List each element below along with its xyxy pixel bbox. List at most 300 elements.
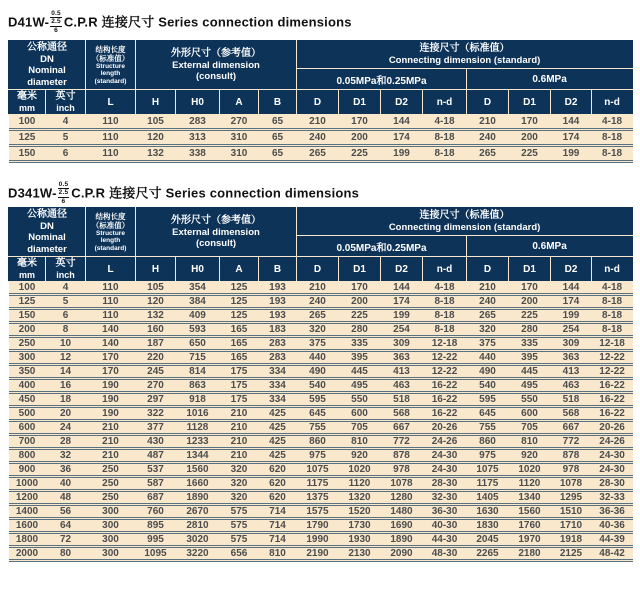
header-col-H0: H0 bbox=[176, 257, 220, 282]
table-cell: 6 bbox=[46, 146, 86, 162]
table-row bbox=[9, 295, 633, 309]
table-cell: 705 bbox=[509, 421, 551, 435]
table-cell: 322 bbox=[136, 407, 176, 421]
header-nominal-diameter: 公称通径 DN Nominal diameter bbox=[9, 208, 86, 257]
table-cell: 2000 bbox=[9, 547, 46, 561]
table-cell: 1660 bbox=[176, 477, 220, 491]
table-cell: 656 bbox=[220, 547, 259, 561]
table-cell: 190 bbox=[86, 393, 136, 407]
table-row bbox=[9, 463, 633, 477]
table-cell: 1710 bbox=[551, 519, 592, 533]
table-cell: 1790 bbox=[297, 519, 339, 533]
table-cell: 8-18 bbox=[423, 309, 467, 323]
table-cell: 918 bbox=[176, 393, 220, 407]
table-row bbox=[9, 309, 633, 323]
table-cell: 24-30 bbox=[423, 449, 467, 463]
table-cell: 12-22 bbox=[592, 351, 633, 365]
table-cell: 495 bbox=[339, 379, 381, 393]
table-cell: 12-18 bbox=[423, 337, 467, 351]
table-cell: 334 bbox=[259, 379, 297, 393]
header-col-L: L bbox=[86, 90, 136, 115]
table-cell: 810 bbox=[259, 547, 297, 561]
table-cell: 1175 bbox=[297, 477, 339, 491]
table-cell: 160 bbox=[136, 323, 176, 337]
table-cell: 2090 bbox=[381, 547, 423, 561]
table-cell: 518 bbox=[381, 393, 423, 407]
table-cell: 714 bbox=[259, 519, 297, 533]
table-cell: 5 bbox=[46, 295, 86, 309]
table-cell: 1016 bbox=[176, 407, 220, 421]
header-col-A: A bbox=[220, 90, 259, 115]
table-cell: 490 bbox=[297, 365, 339, 379]
table-cell: 225 bbox=[339, 309, 381, 323]
table-cell: 755 bbox=[297, 421, 339, 435]
table-row bbox=[9, 393, 633, 407]
table-row bbox=[9, 491, 633, 505]
table-cell: 283 bbox=[176, 115, 220, 130]
table-cell: 920 bbox=[339, 449, 381, 463]
header-unit-mm: 毫米 mm bbox=[9, 257, 46, 282]
table-cell: 120 bbox=[136, 295, 176, 309]
table-cell: 265 bbox=[467, 309, 509, 323]
table-cell: 280 bbox=[339, 323, 381, 337]
table-cell: 645 bbox=[297, 407, 339, 421]
table-row bbox=[9, 547, 633, 561]
table-cell: 12-22 bbox=[423, 351, 467, 365]
table-cell: 24-30 bbox=[423, 463, 467, 477]
table-cell: 28 bbox=[46, 435, 86, 449]
table-cell: 12-18 bbox=[592, 337, 633, 351]
table-cell: 270 bbox=[136, 379, 176, 393]
table-cell: 1175 bbox=[467, 477, 509, 491]
header-col-A: A bbox=[220, 257, 259, 282]
table-cell: 100 bbox=[9, 282, 46, 295]
table-cell: 210 bbox=[86, 421, 136, 435]
table-cell: 1930 bbox=[339, 533, 381, 547]
table-cell: 450 bbox=[9, 393, 46, 407]
table-cell: 463 bbox=[551, 379, 592, 393]
table-cell: 760 bbox=[136, 505, 176, 519]
table-cell: 409 bbox=[176, 309, 220, 323]
table-cell: 200 bbox=[339, 130, 381, 146]
table-row bbox=[9, 407, 633, 421]
header-unit-inch: 英寸 inch bbox=[46, 257, 86, 282]
table-cell: 44-39 bbox=[592, 533, 633, 547]
header-col-B: B bbox=[259, 257, 297, 282]
table-cell: 338 bbox=[176, 146, 220, 162]
table-cell: 375 bbox=[297, 337, 339, 351]
table-cell: 8-18 bbox=[592, 309, 633, 323]
d341w-connection-table bbox=[8, 207, 633, 562]
table-cell: 144 bbox=[551, 115, 592, 130]
table-cell: 320 bbox=[220, 491, 259, 505]
table-cell: 1295 bbox=[551, 491, 592, 505]
table-cell: 878 bbox=[551, 449, 592, 463]
table-cell: 144 bbox=[381, 282, 423, 295]
table-cell: 772 bbox=[551, 435, 592, 449]
table-cell: 283 bbox=[259, 337, 297, 351]
table-cell: 1320 bbox=[339, 491, 381, 505]
table-cell: 40-30 bbox=[423, 519, 467, 533]
table-cell: 413 bbox=[551, 365, 592, 379]
table-cell: 100 bbox=[9, 115, 46, 130]
table-cell: 265 bbox=[297, 309, 339, 323]
header-col-L: L bbox=[86, 257, 136, 282]
table-cell: 714 bbox=[259, 505, 297, 519]
table-cell: 40 bbox=[46, 477, 86, 491]
table-cell: 225 bbox=[509, 309, 551, 323]
table-cell: 334 bbox=[259, 393, 297, 407]
table-cell: 8-18 bbox=[592, 295, 633, 309]
table2-title bbox=[8, 181, 359, 207]
table-cell: 270 bbox=[220, 115, 259, 130]
table-cell: 210 bbox=[220, 435, 259, 449]
table-cell: 620 bbox=[259, 477, 297, 491]
table-cell: 445 bbox=[339, 365, 381, 379]
table-cell: 225 bbox=[339, 146, 381, 162]
table-cell: 1120 bbox=[509, 477, 551, 491]
table-cell: 174 bbox=[381, 130, 423, 146]
table-cell: 210 bbox=[220, 421, 259, 435]
table-cell: 1020 bbox=[339, 463, 381, 477]
table-cell: 254 bbox=[381, 323, 423, 337]
table-cell: 334 bbox=[259, 365, 297, 379]
table-cell: 16 bbox=[46, 379, 86, 393]
table-cell: 283 bbox=[259, 351, 297, 365]
table-cell: 810 bbox=[509, 435, 551, 449]
table-cell: 175 bbox=[220, 393, 259, 407]
table-cell: 900 bbox=[9, 463, 46, 477]
table-cell: 210 bbox=[467, 115, 509, 130]
table-cell: 975 bbox=[467, 449, 509, 463]
table-cell: 24-26 bbox=[592, 435, 633, 449]
header-col-D1-high: D1 bbox=[509, 257, 551, 282]
table-cell: 1575 bbox=[297, 505, 339, 519]
table-cell: 110 bbox=[86, 146, 136, 162]
table-cell: 320 bbox=[220, 477, 259, 491]
header-col-nd-low: n-d bbox=[423, 257, 467, 282]
table-cell: 2180 bbox=[509, 547, 551, 561]
table-row bbox=[9, 351, 633, 365]
table-cell: 1560 bbox=[176, 463, 220, 477]
table-cell: 144 bbox=[551, 282, 592, 295]
table-cell: 210 bbox=[297, 115, 339, 130]
pressure-class-stack: 0.5 2.5 6 bbox=[51, 10, 61, 34]
header-col-D-high: D bbox=[467, 90, 509, 115]
table1-header bbox=[9, 41, 633, 115]
table-cell: 540 bbox=[297, 379, 339, 393]
table-cell: 250 bbox=[86, 491, 136, 505]
table-cell: 700 bbox=[9, 435, 46, 449]
table-cell: 175 bbox=[220, 379, 259, 393]
table-cell: 20 bbox=[46, 407, 86, 421]
table-cell: 320 bbox=[467, 323, 509, 337]
table-cell: 56 bbox=[46, 505, 86, 519]
table-cell: 300 bbox=[9, 351, 46, 365]
table-cell: 110 bbox=[86, 282, 136, 295]
table-cell: 1375 bbox=[297, 491, 339, 505]
table-cell: 810 bbox=[339, 435, 381, 449]
table-cell: 10 bbox=[46, 337, 86, 351]
table-cell: 65 bbox=[259, 115, 297, 130]
table-cell: 1520 bbox=[339, 505, 381, 519]
table-cell: 16-22 bbox=[423, 407, 467, 421]
table-cell: 313 bbox=[176, 130, 220, 146]
table-cell: 1830 bbox=[467, 519, 509, 533]
table-cell: 518 bbox=[551, 393, 592, 407]
table-cell: 200 bbox=[339, 295, 381, 309]
table-cell: 978 bbox=[381, 463, 423, 477]
table-cell: 12-22 bbox=[423, 365, 467, 379]
table-cell: 265 bbox=[467, 146, 509, 162]
table-cell: 170 bbox=[509, 282, 551, 295]
table-cell: 193 bbox=[259, 282, 297, 295]
table-cell: 800 bbox=[9, 449, 46, 463]
table-cell: 1480 bbox=[381, 505, 423, 519]
table-cell: 170 bbox=[86, 351, 136, 365]
table-cell: 170 bbox=[509, 115, 551, 130]
header-unit-mm: 毫米 mm bbox=[9, 90, 46, 115]
table-cell: 199 bbox=[551, 146, 592, 162]
table-cell: 105 bbox=[136, 115, 176, 130]
table-cell: 200 bbox=[9, 323, 46, 337]
table-cell: 1730 bbox=[339, 519, 381, 533]
table-cell: 568 bbox=[551, 407, 592, 421]
table2-title-rest: C.P.R 连接尺寸 Series connection dimensions bbox=[71, 185, 360, 201]
table-cell: 920 bbox=[509, 449, 551, 463]
table-cell: 1990 bbox=[297, 533, 339, 547]
table-cell: 1078 bbox=[381, 477, 423, 491]
table-cell: 240 bbox=[467, 130, 509, 146]
table-cell: 225 bbox=[509, 146, 551, 162]
table-cell: 687 bbox=[136, 491, 176, 505]
table-cell: 8 bbox=[46, 323, 86, 337]
table-cell: 667 bbox=[381, 421, 423, 435]
table1-model: D41W- bbox=[8, 14, 50, 30]
table-cell: 2190 bbox=[297, 547, 339, 561]
d41w-connection-table bbox=[8, 40, 633, 163]
table-cell: 309 bbox=[551, 337, 592, 351]
table-cell: 2125 bbox=[551, 547, 592, 561]
table-cell: 8-18 bbox=[592, 323, 633, 337]
table-row bbox=[9, 421, 633, 435]
table-cell: 245 bbox=[136, 365, 176, 379]
table-row bbox=[9, 519, 633, 533]
table-cell: 1690 bbox=[381, 519, 423, 533]
table-cell: 144 bbox=[381, 115, 423, 130]
table1-body bbox=[9, 115, 633, 162]
header-nominal-diameter: 公称通径 DN Nominal diameter bbox=[9, 41, 86, 90]
header-pressure-high: 0.6MPa bbox=[467, 69, 633, 90]
header-col-nd-low: n-d bbox=[423, 90, 467, 115]
table-cell: 1405 bbox=[467, 491, 509, 505]
table-cell: 20-26 bbox=[592, 421, 633, 435]
table-cell: 300 bbox=[86, 519, 136, 533]
table-cell: 16-22 bbox=[592, 393, 633, 407]
table-cell: 297 bbox=[136, 393, 176, 407]
table-cell: 715 bbox=[176, 351, 220, 365]
table-cell: 8-18 bbox=[423, 146, 467, 162]
table2-model: D341W- bbox=[8, 185, 57, 201]
table-cell: 170 bbox=[339, 282, 381, 295]
table-cell: 240 bbox=[297, 130, 339, 146]
table-cell: 300 bbox=[86, 547, 136, 561]
table-row bbox=[9, 505, 633, 519]
table-cell: 1075 bbox=[467, 463, 509, 477]
table-row bbox=[9, 323, 633, 337]
table-cell: 174 bbox=[381, 295, 423, 309]
table-cell: 190 bbox=[86, 407, 136, 421]
header-connecting-dimension: 连接尺寸（标准值） Connecting dimension (standard) bbox=[297, 208, 633, 236]
table-cell: 575 bbox=[220, 519, 259, 533]
table-row bbox=[9, 533, 633, 547]
table-cell: 32 bbox=[46, 449, 86, 463]
table-cell: 20-26 bbox=[423, 421, 467, 435]
table-cell: 48-30 bbox=[423, 547, 467, 561]
table-row bbox=[9, 146, 633, 162]
table-cell: 540 bbox=[467, 379, 509, 393]
header-external-dimension: 外形尺寸（参考值） External dimension (consult) bbox=[136, 208, 297, 257]
table-cell: 440 bbox=[467, 351, 509, 365]
table-cell: 667 bbox=[551, 421, 592, 435]
table-cell: 183 bbox=[259, 323, 297, 337]
table2-body bbox=[9, 282, 633, 561]
table-cell: 537 bbox=[136, 463, 176, 477]
table-cell: 814 bbox=[176, 365, 220, 379]
table-cell: 620 bbox=[259, 463, 297, 477]
table-cell: 125 bbox=[9, 130, 46, 146]
table-cell: 335 bbox=[509, 337, 551, 351]
table-cell: 1340 bbox=[509, 491, 551, 505]
table-cell: 1120 bbox=[339, 477, 381, 491]
table-cell: 175 bbox=[220, 365, 259, 379]
header-col-nd-high: n-d bbox=[592, 257, 633, 282]
table-row bbox=[9, 130, 633, 146]
table-cell: 14 bbox=[46, 365, 86, 379]
table-cell: 110 bbox=[86, 130, 136, 146]
table-cell: 425 bbox=[259, 421, 297, 435]
table-cell: 65 bbox=[259, 130, 297, 146]
table-cell: 12 bbox=[46, 351, 86, 365]
table-cell: 32-33 bbox=[592, 491, 633, 505]
table-cell: 28-30 bbox=[592, 477, 633, 491]
table-cell: 4-18 bbox=[423, 115, 467, 130]
table-cell: 250 bbox=[86, 477, 136, 491]
table-cell: 24-26 bbox=[423, 435, 467, 449]
header-col-D-high: D bbox=[467, 257, 509, 282]
table-row bbox=[9, 282, 633, 295]
table-cell: 210 bbox=[220, 407, 259, 421]
header-col-D-low: D bbox=[297, 257, 339, 282]
table-cell: 310 bbox=[220, 146, 259, 162]
table-cell: 413 bbox=[381, 365, 423, 379]
table-cell: 550 bbox=[509, 393, 551, 407]
table-cell: 6 bbox=[46, 309, 86, 323]
table-cell: 199 bbox=[551, 309, 592, 323]
header-pressure-low: 0.05MPa和0.25MPa bbox=[297, 69, 467, 90]
table-cell: 487 bbox=[136, 449, 176, 463]
header-structure-length: 结构长度 （标准值） Structure length (standard) bbox=[86, 208, 136, 257]
table-cell: 320 bbox=[297, 323, 339, 337]
table-cell: 1800 bbox=[9, 533, 46, 547]
table-cell: 395 bbox=[509, 351, 551, 365]
table-cell: 12-22 bbox=[592, 365, 633, 379]
table1-title bbox=[8, 10, 352, 36]
table-cell: 28-30 bbox=[423, 477, 467, 491]
table-cell: 1344 bbox=[176, 449, 220, 463]
table-cell: 645 bbox=[467, 407, 509, 421]
table-cell: 199 bbox=[381, 309, 423, 323]
table-cell: 878 bbox=[381, 449, 423, 463]
table-cell: 120 bbox=[136, 130, 176, 146]
header-external-dimension: 外形尺寸（参考值） External dimension (consult) bbox=[136, 41, 297, 90]
table-cell: 425 bbox=[259, 407, 297, 421]
table-cell: 2045 bbox=[467, 533, 509, 547]
table-cell: 174 bbox=[551, 130, 592, 146]
table-cell: 16-22 bbox=[592, 379, 633, 393]
table-cell: 363 bbox=[551, 351, 592, 365]
table-cell: 975 bbox=[297, 449, 339, 463]
header-connecting-dimension: 连接尺寸（标准值） Connecting dimension (standard) bbox=[297, 41, 633, 69]
table-cell: 2265 bbox=[467, 547, 509, 561]
table-cell: 650 bbox=[176, 337, 220, 351]
table-cell: 593 bbox=[176, 323, 220, 337]
table-cell: 714 bbox=[259, 533, 297, 547]
table-cell: 895 bbox=[136, 519, 176, 533]
table-cell: 36-30 bbox=[423, 505, 467, 519]
table-cell: 125 bbox=[220, 295, 259, 309]
table-cell: 24-30 bbox=[592, 449, 633, 463]
table-row bbox=[9, 477, 633, 491]
table2-header bbox=[9, 208, 633, 282]
table-cell: 550 bbox=[339, 393, 381, 407]
header-col-H0: H0 bbox=[176, 90, 220, 115]
table-row bbox=[9, 115, 633, 130]
table-cell: 490 bbox=[467, 365, 509, 379]
table-cell: 110 bbox=[86, 115, 136, 130]
table-cell: 1233 bbox=[176, 435, 220, 449]
table-cell: 3220 bbox=[176, 547, 220, 561]
header-col-D1-low: D1 bbox=[339, 257, 381, 282]
table-cell: 24 bbox=[46, 421, 86, 435]
table-cell: 495 bbox=[509, 379, 551, 393]
table-cell: 240 bbox=[297, 295, 339, 309]
table-cell: 2130 bbox=[339, 547, 381, 561]
header-structure-length: 结构长度 （标准值） Structure length (standard) bbox=[86, 41, 136, 90]
table-cell: 16-22 bbox=[423, 393, 467, 407]
table-cell: 170 bbox=[86, 365, 136, 379]
table-cell: 210 bbox=[297, 282, 339, 295]
table-cell: 125 bbox=[9, 295, 46, 309]
table-cell: 140 bbox=[86, 323, 136, 337]
table-cell: 220 bbox=[136, 351, 176, 365]
table-cell: 620 bbox=[259, 491, 297, 505]
table-cell: 1630 bbox=[467, 505, 509, 519]
table-cell: 600 bbox=[9, 421, 46, 435]
table-cell: 36-36 bbox=[592, 505, 633, 519]
header-col-D-low: D bbox=[297, 90, 339, 115]
table-cell: 72 bbox=[46, 533, 86, 547]
table-cell: 1890 bbox=[176, 491, 220, 505]
table-cell: 1000 bbox=[9, 477, 46, 491]
header-col-H: H bbox=[136, 257, 176, 282]
table-cell: 772 bbox=[381, 435, 423, 449]
table-cell: 400 bbox=[9, 379, 46, 393]
table-cell: 600 bbox=[339, 407, 381, 421]
table-cell: 595 bbox=[467, 393, 509, 407]
table-cell: 193 bbox=[259, 309, 297, 323]
table-cell: 254 bbox=[551, 323, 592, 337]
